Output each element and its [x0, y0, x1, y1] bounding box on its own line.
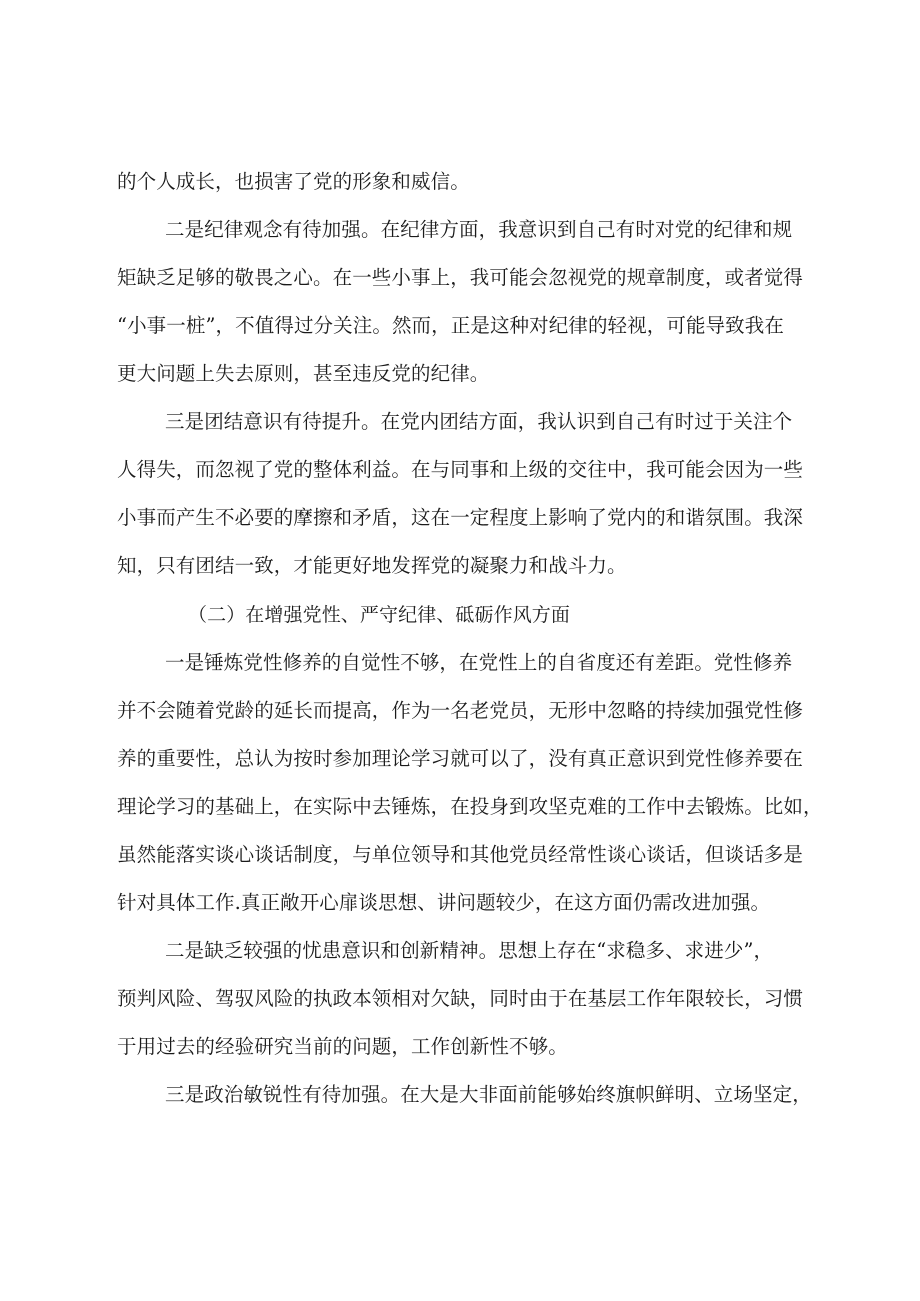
paragraph-line: 虽然能落实谈心谈话制度，与单位领导和其他党员经常性谈心谈话，但谈话多是 [117, 843, 804, 866]
paragraph-line: 并不会随着党龄的延长而提高，作为一名老党员，无形中忽略的持续加强党性修 [117, 699, 804, 722]
paragraph-line: 一是锤炼党性修养的自觉性不够，在党性上的自省度还有差距。党性修养 [165, 651, 793, 674]
paragraph-line: 小事而产生不必要的摩擦和矛盾，这在一定程度上影响了党内的和谐氛围。我深 [117, 506, 804, 529]
paragraph-line: 于用过去的经验研究当前的问题，工作创新性不够。 [117, 1035, 568, 1058]
paragraph-line: 的个人成长，也损害了党的形象和威信。 [117, 170, 470, 193]
paragraph-line: 更大问题上失去原则，甚至违反党的纪律。 [117, 362, 490, 385]
paragraph-line: “小事一桩”，不值得过分关注。然而，正是这种对纪律的轻视，可能导致我在 [117, 314, 784, 337]
paragraph-line: 三是团结意识有待提升。在党内团结方面，我认识到自己有时过于关注个 [165, 410, 793, 433]
section-heading: （二）在增强党性、严守纪律、砥砺作风方面 [188, 604, 571, 626]
paragraph-line: 理论学习的基础上，在实际中去锤炼，在投身到攻坚克难的工作中去锻炼。比如， [117, 795, 823, 818]
paragraph-line: 二是缺乏较强的忧患意识和创新精神。思想上存在“求稳多、求进少”， [165, 939, 774, 962]
paragraph-line: 知，只有团结一致，才能更好地发挥党的凝聚力和战斗力。 [117, 554, 627, 577]
paragraph-line: 人得失，而忽视了党的整体利益。在与同事和上级的交往中，我可能会因为一些 [117, 458, 804, 481]
paragraph-line: 预判风险、驾驭风险的执政本领相对欠缺，同时由于在基层工作年限较长，习惯 [117, 987, 804, 1010]
paragraph-line: 养的重要性，总认为按时参加理论学习就可以了，没有真正意识到党性修养要在 [117, 747, 804, 770]
paragraph-line: 矩缺乏足够的敬畏之心。在一些小事上，我可能会忽视党的规章制度，或者觉得 [117, 266, 804, 289]
paragraph-line: 针对具体工作.真正敞开心扉谈思想、讲问题较少，在这方面仍需改进加强。 [117, 891, 771, 914]
paragraph-line: 三是政治敏锐性有待加强。在大是大非面前能够始终旗帜鲜明、立场坚定， [165, 1083, 812, 1106]
paragraph-line: 二是纪律观念有待加强。在纪律方面，我意识到自己有时对党的纪律和规 [165, 218, 793, 241]
